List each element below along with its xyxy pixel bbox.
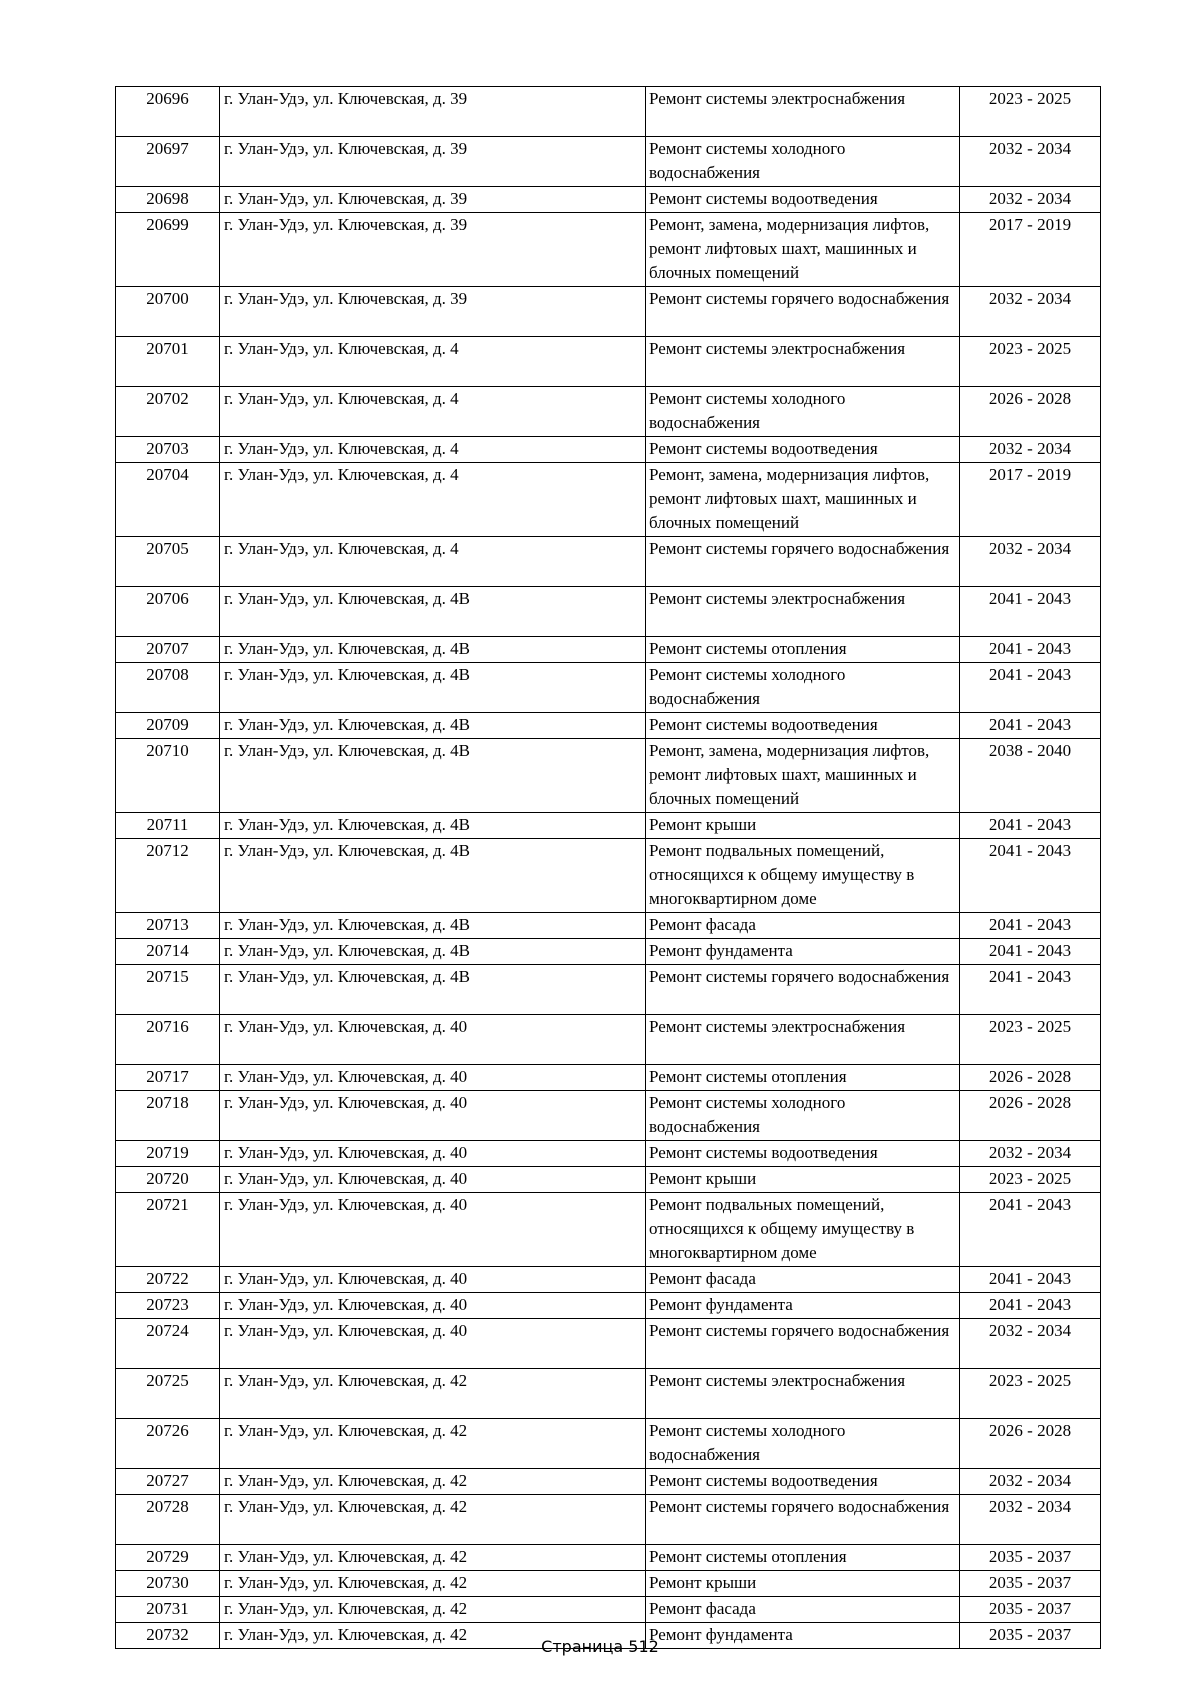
- table-row: [116, 1369, 1101, 1419]
- work-type-cell: Ремонт подвальных помещений, относящихся к общему имуществу в многоквартирном доме: [646, 1193, 960, 1267]
- period-cell: 2035 - 2037: [960, 1545, 1101, 1571]
- work-type-cell: Ремонт, замена, модернизация лифтов, ремонт лифтовых шахт, машинных и блочных помещений: [646, 213, 960, 287]
- row-id-cell: 20710: [116, 739, 220, 813]
- address-cell: г. Улан-Удэ, ул. Ключевская, д. 42: [220, 1469, 646, 1495]
- period-cell: 2035 - 2037: [960, 1571, 1101, 1597]
- row-id-cell: 20726: [116, 1419, 220, 1469]
- table-row: [116, 1167, 1101, 1193]
- row-id-cell: 20720: [116, 1167, 220, 1193]
- table-row: [116, 387, 1101, 437]
- row-id-cell: 20706: [116, 587, 220, 637]
- table-row: [116, 187, 1101, 213]
- row-id-cell: 20696: [116, 87, 220, 137]
- work-type-cell: Ремонт, замена, модернизация лифтов, ремонт лифтовых шахт, машинных и блочных помещений: [646, 463, 960, 537]
- table-row: [116, 1419, 1101, 1469]
- address-cell: г. Улан-Удэ, ул. Ключевская, д. 40: [220, 1065, 646, 1091]
- row-id-cell: 20708: [116, 663, 220, 713]
- period-cell: 2038 - 2040: [960, 739, 1101, 813]
- address-cell: г. Улан-Удэ, ул. Ключевская, д. 39: [220, 287, 646, 337]
- address-cell: г. Улан-Удэ, ул. Ключевская, д. 42: [220, 1545, 646, 1571]
- period-cell: 2035 - 2037: [960, 1597, 1101, 1623]
- row-id-cell: 20730: [116, 1571, 220, 1597]
- period-cell: 2032 - 2034: [960, 1141, 1101, 1167]
- work-type-cell: Ремонт системы холодного водоснабжения: [646, 387, 960, 437]
- period-cell: 2023 - 2025: [960, 87, 1101, 137]
- address-cell: г. Улан-Удэ, ул. Ключевская, д. 4В: [220, 587, 646, 637]
- period-cell: 2041 - 2043: [960, 1193, 1101, 1267]
- address-cell: г. Улан-Удэ, ул. Ключевская, д. 40: [220, 1015, 646, 1065]
- table-body: [116, 87, 1101, 1649]
- work-type-cell: Ремонт фасада: [646, 1597, 960, 1623]
- period-cell: 2032 - 2034: [960, 537, 1101, 587]
- row-id-cell: 20716: [116, 1015, 220, 1065]
- work-type-cell: Ремонт системы электроснабжения: [646, 337, 960, 387]
- period-cell: 2032 - 2034: [960, 437, 1101, 463]
- row-id-cell: 20719: [116, 1141, 220, 1167]
- work-type-cell: Ремонт системы отопления: [646, 637, 960, 663]
- work-type-cell: Ремонт системы холодного водоснабжения: [646, 1091, 960, 1141]
- table-row: [116, 739, 1101, 813]
- table-row: [116, 337, 1101, 387]
- page-number: Страница 512: [541, 1637, 659, 1656]
- work-type-cell: Ремонт крыши: [646, 813, 960, 839]
- table-row: [116, 1597, 1101, 1623]
- table-row: [116, 1015, 1101, 1065]
- address-cell: г. Улан-Удэ, ул. Ключевская, д. 42: [220, 1369, 646, 1419]
- period-cell: 2035 - 2037: [960, 1623, 1101, 1649]
- work-type-cell: Ремонт системы отопления: [646, 1065, 960, 1091]
- work-type-cell: Ремонт системы электроснабжения: [646, 587, 960, 637]
- period-cell: 2041 - 2043: [960, 939, 1101, 965]
- table-row: [116, 537, 1101, 587]
- address-cell: г. Улан-Удэ, ул. Ключевская, д. 42: [220, 1623, 646, 1649]
- work-type-cell: Ремонт системы горячего водоснабжения: [646, 287, 960, 337]
- period-cell: 2041 - 2043: [960, 913, 1101, 939]
- row-id-cell: 20725: [116, 1369, 220, 1419]
- work-type-cell: Ремонт системы водоотведения: [646, 713, 960, 739]
- period-cell: 2032 - 2034: [960, 1469, 1101, 1495]
- table-row: [116, 1495, 1101, 1545]
- table-row: [116, 463, 1101, 537]
- address-cell: г. Улан-Удэ, ул. Ключевская, д. 40: [220, 1293, 646, 1319]
- work-type-cell: Ремонт фундамента: [646, 1293, 960, 1319]
- table-row: [116, 287, 1101, 337]
- work-type-cell: Ремонт системы отопления: [646, 1545, 960, 1571]
- work-type-cell: Ремонт подвальных помещений, относящихся к общему имуществу в многоквартирном доме: [646, 839, 960, 913]
- row-id-cell: 20724: [116, 1319, 220, 1369]
- address-cell: г. Улан-Удэ, ул. Ключевская, д. 42: [220, 1419, 646, 1469]
- row-id-cell: 20717: [116, 1065, 220, 1091]
- period-cell: 2041 - 2043: [960, 965, 1101, 1015]
- address-cell: г. Улан-Удэ, ул. Ключевская, д. 4В: [220, 713, 646, 739]
- table-row: [116, 1293, 1101, 1319]
- work-type-cell: Ремонт системы горячего водоснабжения: [646, 1319, 960, 1369]
- row-id-cell: 20711: [116, 813, 220, 839]
- period-cell: 2017 - 2019: [960, 463, 1101, 537]
- address-cell: г. Улан-Удэ, ул. Ключевская, д. 4В: [220, 739, 646, 813]
- row-id-cell: 20707: [116, 637, 220, 663]
- work-type-cell: Ремонт системы водоотведения: [646, 437, 960, 463]
- row-id-cell: 20728: [116, 1495, 220, 1545]
- table-row: [116, 87, 1101, 137]
- capital-repair-table: [115, 86, 1101, 1649]
- period-cell: 2032 - 2034: [960, 1495, 1101, 1545]
- work-type-cell: Ремонт системы горячего водоснабжения: [646, 537, 960, 587]
- row-id-cell: 20731: [116, 1597, 220, 1623]
- address-cell: г. Улан-Удэ, ул. Ключевская, д. 42: [220, 1597, 646, 1623]
- table-row: [116, 1065, 1101, 1091]
- work-type-cell: Ремонт, замена, модернизация лифтов, ремонт лифтовых шахт, машинных и блочных помещений: [646, 739, 960, 813]
- address-cell: г. Улан-Удэ, ул. Ключевская, д. 39: [220, 187, 646, 213]
- table-row: [116, 1319, 1101, 1369]
- address-cell: г. Улан-Удэ, ул. Ключевская, д. 40: [220, 1193, 646, 1267]
- row-id-cell: 20732: [116, 1623, 220, 1649]
- table-row: [116, 587, 1101, 637]
- table-row: [116, 137, 1101, 187]
- work-type-cell: Ремонт системы холодного водоснабжения: [646, 663, 960, 713]
- table-row: [116, 1571, 1101, 1597]
- period-cell: 2023 - 2025: [960, 1369, 1101, 1419]
- row-id-cell: 20702: [116, 387, 220, 437]
- table-row: [116, 1193, 1101, 1267]
- table-row: [116, 663, 1101, 713]
- address-cell: г. Улан-Удэ, ул. Ключевская, д. 4В: [220, 965, 646, 1015]
- row-id-cell: 20703: [116, 437, 220, 463]
- period-cell: 2041 - 2043: [960, 663, 1101, 713]
- work-type-cell: Ремонт крыши: [646, 1571, 960, 1597]
- work-type-cell: Ремонт системы холодного водоснабжения: [646, 137, 960, 187]
- work-type-cell: Ремонт фундамента: [646, 1623, 960, 1649]
- work-type-cell: Ремонт системы электроснабжения: [646, 1015, 960, 1065]
- table-row: [116, 1141, 1101, 1167]
- period-cell: 2041 - 2043: [960, 839, 1101, 913]
- row-id-cell: 20723: [116, 1293, 220, 1319]
- row-id-cell: 20697: [116, 137, 220, 187]
- row-id-cell: 20715: [116, 965, 220, 1015]
- period-cell: 2032 - 2034: [960, 287, 1101, 337]
- table-row: [116, 437, 1101, 463]
- row-id-cell: 20712: [116, 839, 220, 913]
- work-type-cell: Ремонт системы горячего водоснабжения: [646, 965, 960, 1015]
- row-id-cell: 20714: [116, 939, 220, 965]
- address-cell: г. Улан-Удэ, ул. Ключевская, д. 40: [220, 1091, 646, 1141]
- period-cell: 2041 - 2043: [960, 1267, 1101, 1293]
- address-cell: г. Улан-Удэ, ул. Ключевская, д. 4В: [220, 839, 646, 913]
- address-cell: г. Улан-Удэ, ул. Ключевская, д. 40: [220, 1167, 646, 1193]
- row-id-cell: 20718: [116, 1091, 220, 1141]
- row-id-cell: 20729: [116, 1545, 220, 1571]
- table-row: [116, 637, 1101, 663]
- period-cell: 2023 - 2025: [960, 1015, 1101, 1065]
- address-cell: г. Улан-Удэ, ул. Ключевская, д. 4: [220, 537, 646, 587]
- address-cell: г. Улан-Удэ, ул. Ключевская, д. 4В: [220, 663, 646, 713]
- work-type-cell: Ремонт фасада: [646, 1267, 960, 1293]
- work-type-cell: Ремонт фасада: [646, 913, 960, 939]
- table-row: [116, 965, 1101, 1015]
- row-id-cell: 20698: [116, 187, 220, 213]
- address-cell: г. Улан-Удэ, ул. Ключевская, д. 42: [220, 1495, 646, 1545]
- address-cell: г. Улан-Удэ, ул. Ключевская, д. 4: [220, 463, 646, 537]
- work-type-cell: Ремонт системы электроснабжения: [646, 87, 960, 137]
- row-id-cell: 20721: [116, 1193, 220, 1267]
- work-type-cell: Ремонт системы водоотведения: [646, 1141, 960, 1167]
- address-cell: г. Улан-Удэ, ул. Ключевская, д. 39: [220, 137, 646, 187]
- table-row: [116, 939, 1101, 965]
- table-row: [116, 1091, 1101, 1141]
- period-cell: 2041 - 2043: [960, 587, 1101, 637]
- address-cell: г. Улан-Удэ, ул. Ключевская, д. 40: [220, 1267, 646, 1293]
- table-row: [116, 913, 1101, 939]
- row-id-cell: 20699: [116, 213, 220, 287]
- table-row: [116, 213, 1101, 287]
- period-cell: 2041 - 2043: [960, 637, 1101, 663]
- address-cell: г. Улан-Удэ, ул. Ключевская, д. 4В: [220, 939, 646, 965]
- period-cell: 2032 - 2034: [960, 137, 1101, 187]
- address-cell: г. Улан-Удэ, ул. Ключевская, д. 4: [220, 437, 646, 463]
- row-id-cell: 20713: [116, 913, 220, 939]
- period-cell: 2026 - 2028: [960, 1091, 1101, 1141]
- period-cell: 2032 - 2034: [960, 1319, 1101, 1369]
- address-cell: г. Улан-Удэ, ул. Ключевская, д. 39: [220, 213, 646, 287]
- table-row: [116, 1267, 1101, 1293]
- period-cell: 2041 - 2043: [960, 1293, 1101, 1319]
- row-id-cell: 20705: [116, 537, 220, 587]
- address-cell: г. Улан-Удэ, ул. Ключевская, д. 4В: [220, 637, 646, 663]
- period-cell: 2017 - 2019: [960, 213, 1101, 287]
- row-id-cell: 20704: [116, 463, 220, 537]
- row-id-cell: 20722: [116, 1267, 220, 1293]
- address-cell: г. Улан-Удэ, ул. Ключевская, д. 39: [220, 87, 646, 137]
- period-cell: 2026 - 2028: [960, 1419, 1101, 1469]
- table-row: [116, 813, 1101, 839]
- work-type-cell: Ремонт крыши: [646, 1167, 960, 1193]
- table-row: [116, 713, 1101, 739]
- address-cell: г. Улан-Удэ, ул. Ключевская, д. 40: [220, 1141, 646, 1167]
- table-row: [116, 839, 1101, 913]
- period-cell: 2041 - 2043: [960, 813, 1101, 839]
- work-type-cell: Ремонт фундамента: [646, 939, 960, 965]
- row-id-cell: 20709: [116, 713, 220, 739]
- period-cell: 2026 - 2028: [960, 387, 1101, 437]
- period-cell: 2023 - 2025: [960, 1167, 1101, 1193]
- row-id-cell: 20701: [116, 337, 220, 387]
- work-type-cell: Ремонт системы водоотведения: [646, 187, 960, 213]
- period-cell: 2032 - 2034: [960, 187, 1101, 213]
- address-cell: г. Улан-Удэ, ул. Ключевская, д. 4: [220, 337, 646, 387]
- row-id-cell: 20727: [116, 1469, 220, 1495]
- period-cell: 2041 - 2043: [960, 713, 1101, 739]
- address-cell: г. Улан-Удэ, ул. Ключевская, д. 4В: [220, 913, 646, 939]
- address-cell: г. Улан-Удэ, ул. Ключевская, д. 4В: [220, 813, 646, 839]
- period-cell: 2026 - 2028: [960, 1065, 1101, 1091]
- work-type-cell: Ремонт системы водоотведения: [646, 1469, 960, 1495]
- work-type-cell: Ремонт системы горячего водоснабжения: [646, 1495, 960, 1545]
- row-id-cell: 20700: [116, 287, 220, 337]
- address-cell: г. Улан-Удэ, ул. Ключевская, д. 42: [220, 1571, 646, 1597]
- period-cell: 2023 - 2025: [960, 337, 1101, 387]
- work-type-cell: Ремонт системы электроснабжения: [646, 1369, 960, 1419]
- table-row: [116, 1469, 1101, 1495]
- address-cell: г. Улан-Удэ, ул. Ключевская, д. 4: [220, 387, 646, 437]
- table-row: [116, 1545, 1101, 1571]
- work-type-cell: Ремонт системы холодного водоснабжения: [646, 1419, 960, 1469]
- address-cell: г. Улан-Удэ, ул. Ключевская, д. 40: [220, 1319, 646, 1369]
